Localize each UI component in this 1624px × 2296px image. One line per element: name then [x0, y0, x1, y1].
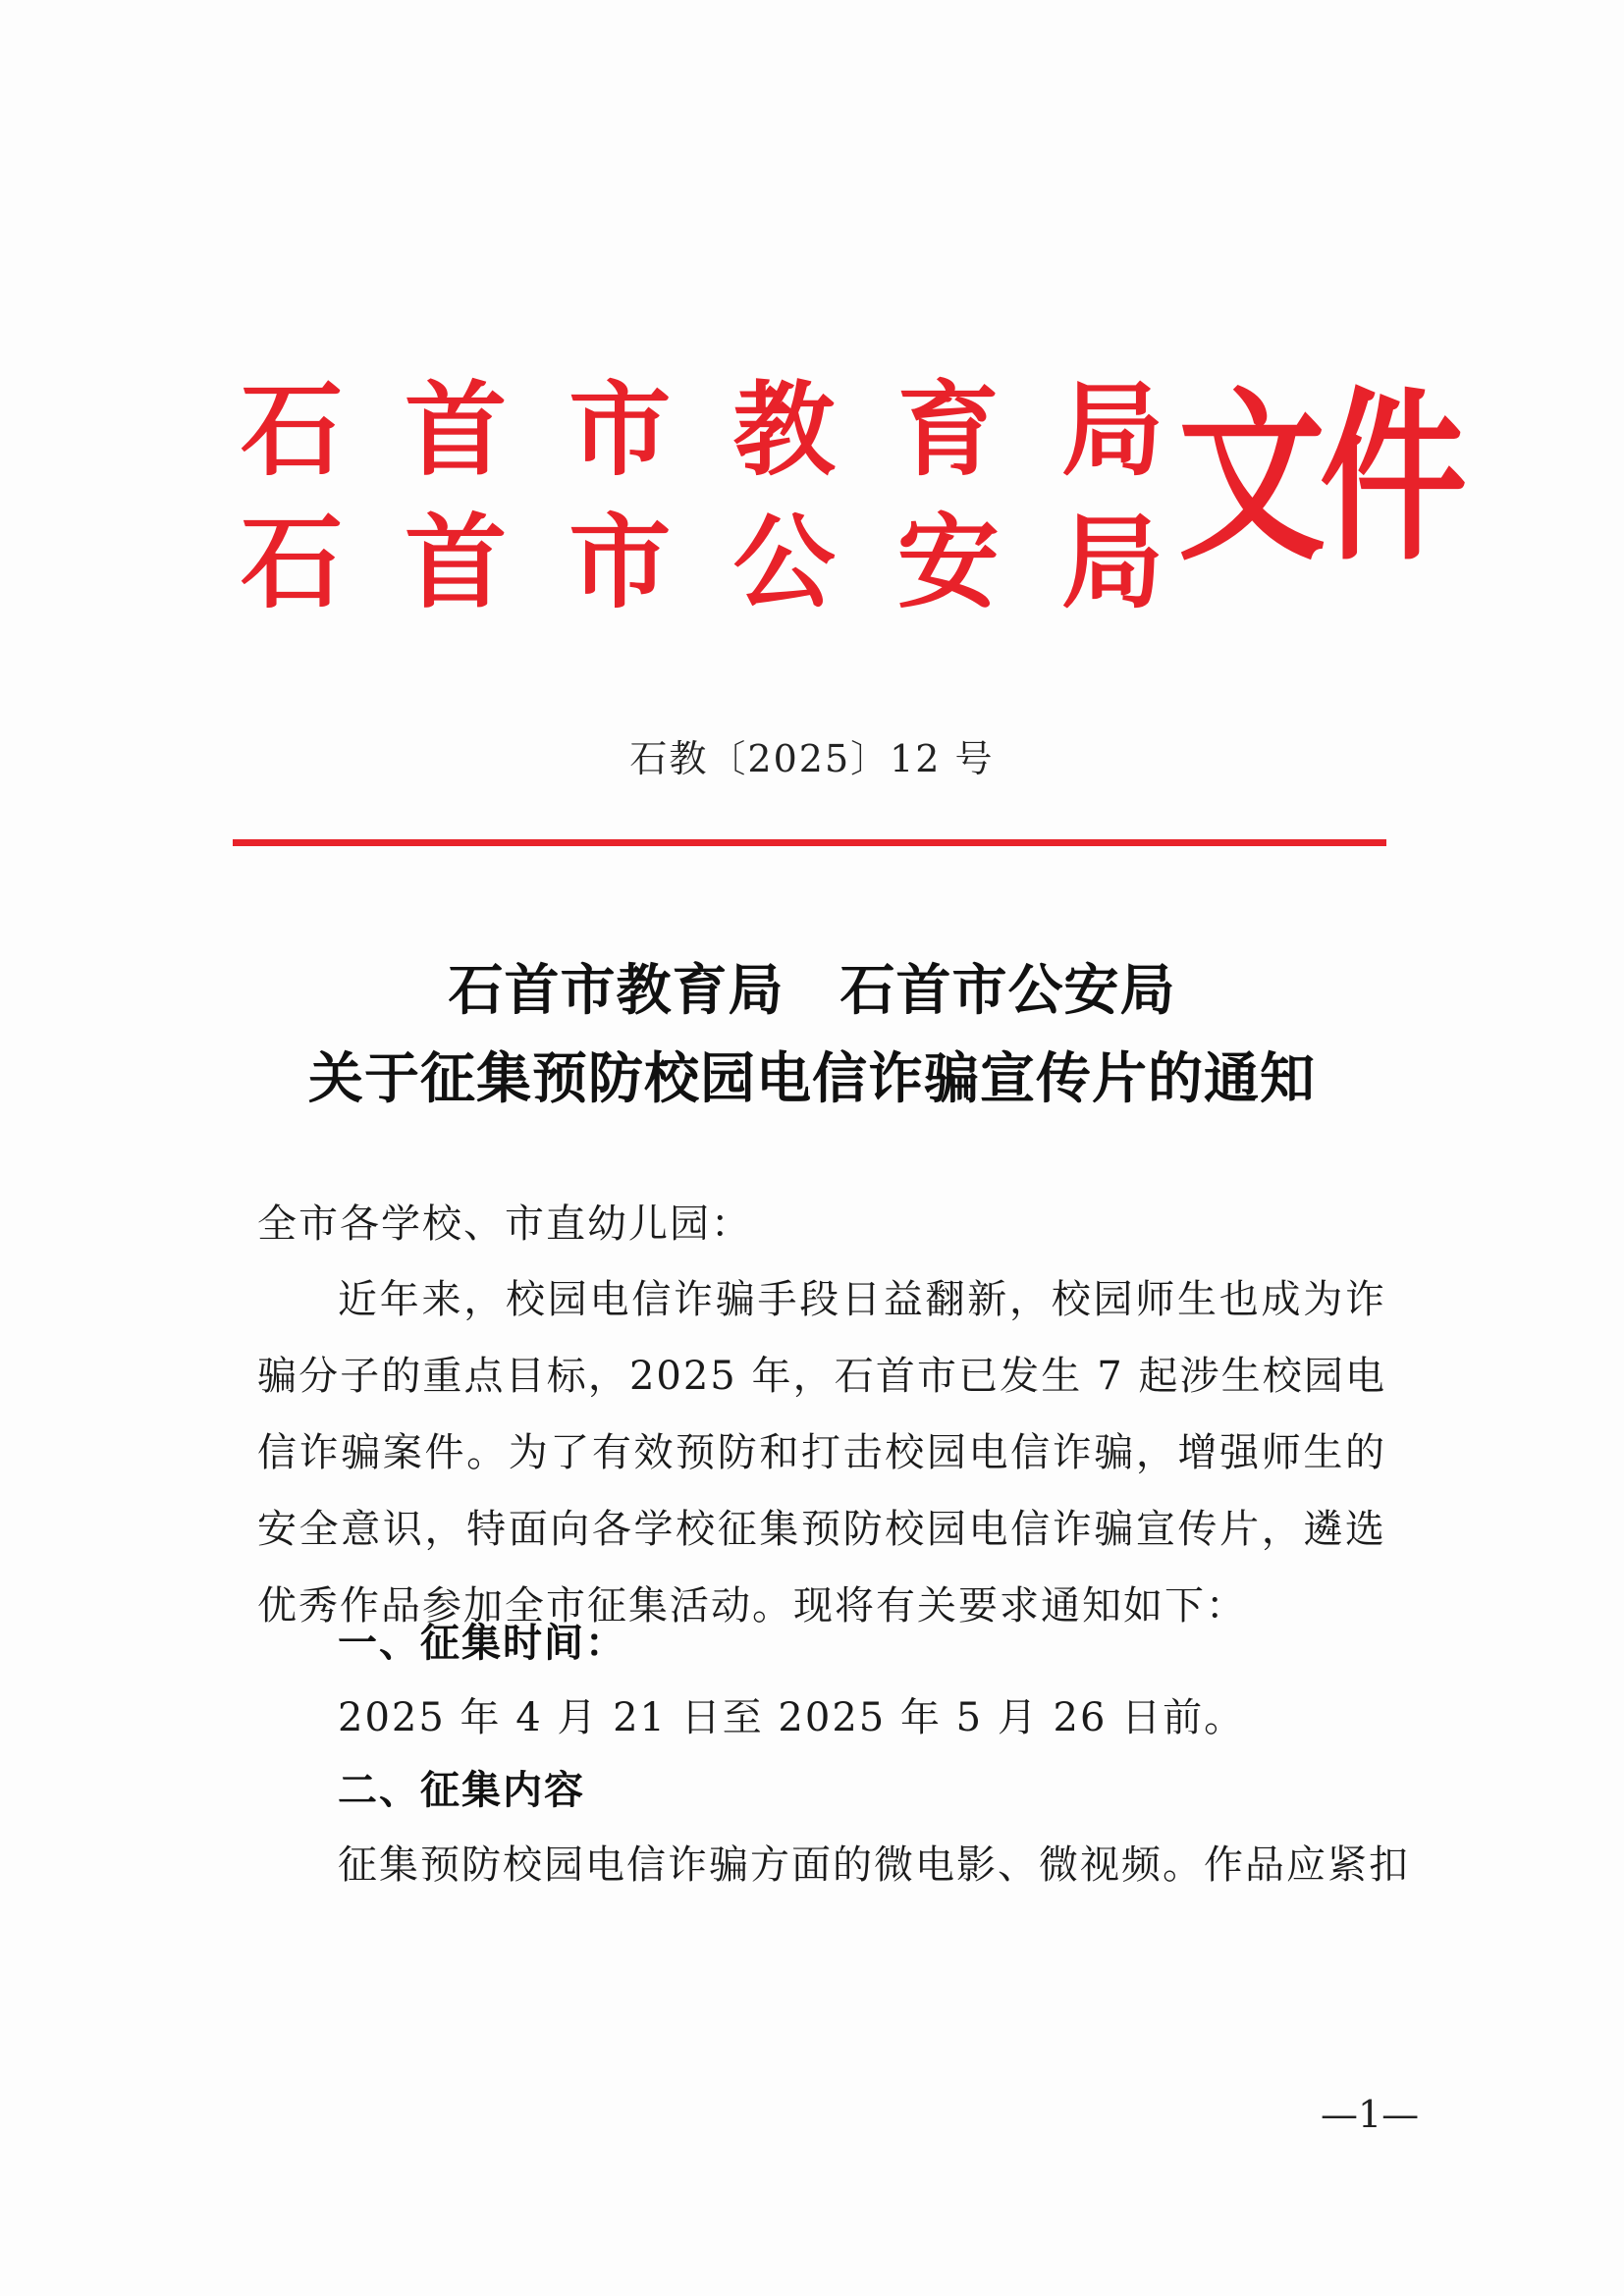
org-char: 市: [568, 368, 672, 490]
notice-title-line-1: 石首市教育局 石首市公安局: [448, 958, 1176, 1023]
red-letterhead: [241, 363, 1462, 628]
section-heading-time: 一、征集时间：: [338, 1621, 626, 1666]
org-char: 首: [405, 368, 508, 490]
org-char: 石: [241, 501, 344, 622]
issuing-organizations: [241, 363, 1183, 628]
org-char: 局: [1060, 368, 1164, 490]
intro-paragraph: 近年来，校园电信诈骗手段日益翻新，校园师生也成为诈骗分子的重点目标，2025 年，石首市已发生 7 起涉生校园电信诈骗案件。为了有效预防和打击校园电信诈骗，增强师生的安全意识，特面向各学校征集预防校园电信诈骗宣传片，遴选优秀作品参加全市征集活动。现将有关要求通知如下：: [257, 1277, 1386, 1629]
page-number: —1—: [1321, 2093, 1420, 2136]
org-line-public-security-bureau: [241, 496, 1164, 628]
letterhead-suffix: 文件: [1178, 370, 1462, 586]
org-line-education-bureau: [241, 363, 1164, 496]
org-char: 安: [896, 501, 1000, 622]
section-heading-content: 二、征集内容: [338, 1768, 585, 1813]
org-char: 育: [896, 368, 1000, 490]
section-text-content: 征集预防校园电信诈骗方面的微电影、微视频。作品应紧扣: [338, 1842, 1410, 1888]
org-char: 公: [732, 501, 836, 622]
salutation: 全市各学校、市直幼儿园：: [257, 1201, 752, 1247]
document-number: 石教〔2025〕12 号: [629, 737, 995, 780]
org-char: 首: [405, 501, 508, 622]
notice-title-line-2: 关于征集预防校园电信诈骗宣传片的通知: [308, 1046, 1316, 1111]
org-char: 石: [241, 368, 344, 490]
red-divider-line: [233, 839, 1386, 846]
org-char: 教: [732, 368, 836, 490]
section-text-time: 2025 年 4 月 21 日至 2025 年 5 月 26 日前。: [338, 1695, 1246, 1740]
org-char: 市: [568, 501, 672, 622]
org-char: 局: [1060, 501, 1164, 622]
